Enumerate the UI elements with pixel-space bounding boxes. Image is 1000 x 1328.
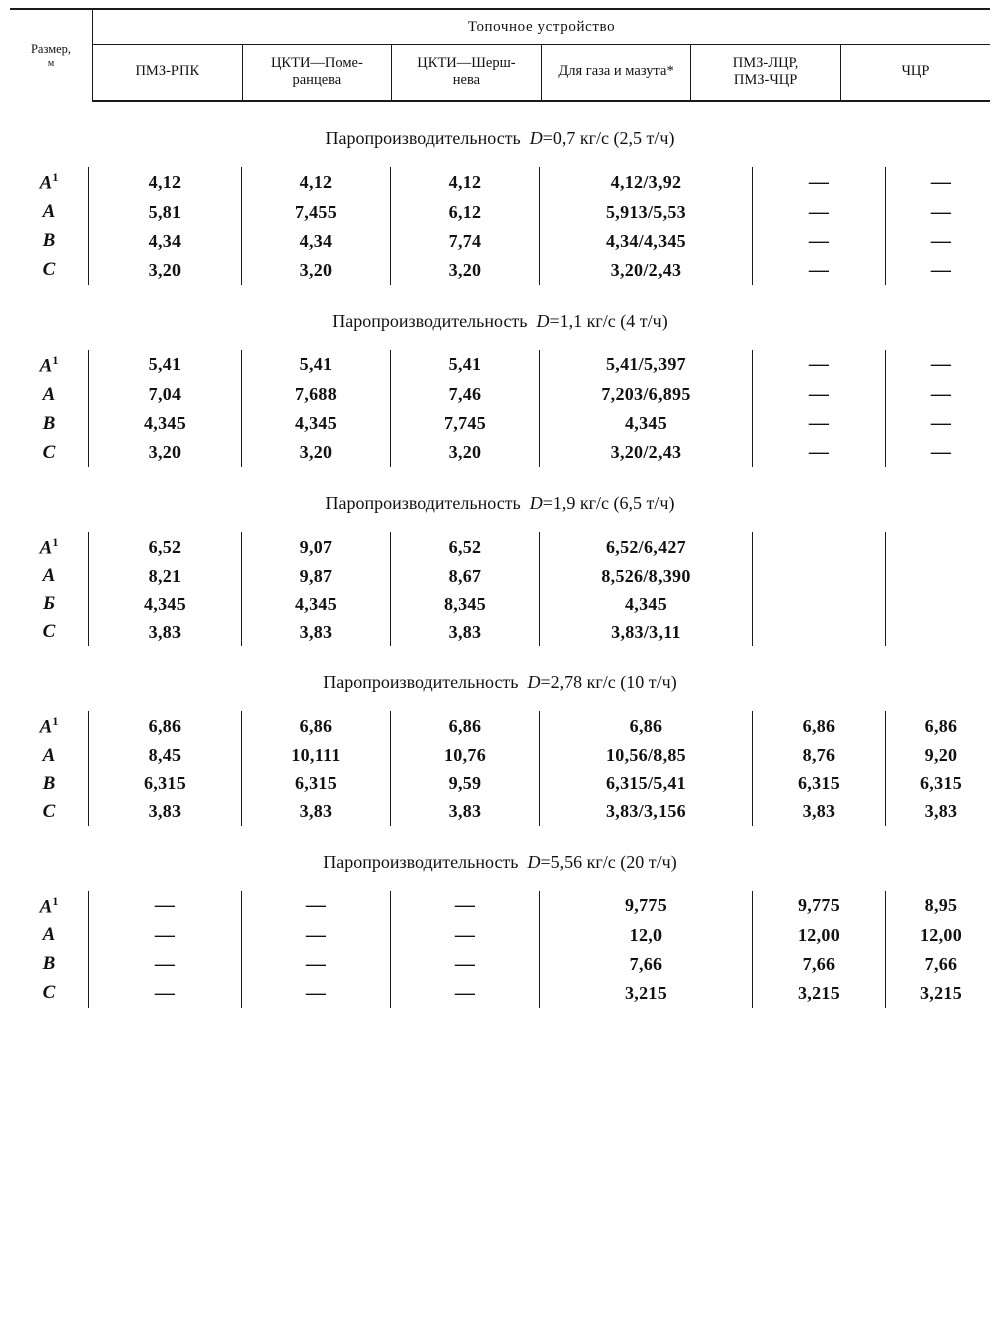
table-cell: 5,41 — [242, 350, 391, 380]
table-cell: 9,07 — [242, 532, 391, 562]
table-cell: 10,111 — [242, 742, 391, 770]
table-cell: — — [242, 979, 391, 1008]
section-title-value: =2,78 кг/с (10 т/ч) — [540, 672, 677, 693]
table-cell: — — [753, 167, 886, 197]
table-row — [10, 438, 996, 467]
table-cell: 6,86 — [391, 711, 540, 741]
header-col-ckti-pomerantseva: ЦКТИ—Поме- ранцева — [242, 45, 392, 102]
table-row — [10, 198, 996, 227]
table-cell: — — [753, 409, 886, 438]
section-table — [10, 350, 996, 467]
row-label: C — [42, 441, 56, 463]
table-cell: 3,83 — [886, 798, 997, 826]
table-cell: 4,345 — [89, 590, 242, 618]
table-cell: 3,83 — [242, 798, 391, 826]
section-block — [0, 646, 1000, 825]
table-cell — [753, 590, 886, 618]
table-cell: — — [89, 891, 242, 921]
table-cell: 3,215 — [886, 979, 997, 1008]
header-col-gas-mazut: Для газа и мазута* — [541, 45, 691, 102]
table-cell: — — [886, 350, 997, 380]
table-cell: 6,315 — [89, 770, 242, 798]
table-cell: 3,83 — [391, 798, 540, 826]
table-row — [10, 979, 996, 1008]
table-row — [10, 409, 996, 438]
table-cell: 3,83 — [89, 798, 242, 826]
table-cell: — — [89, 921, 242, 950]
table-cell: 8,67 — [391, 562, 540, 590]
row-label: A — [42, 565, 56, 587]
table-cell: 4,345 — [540, 409, 753, 438]
table-cell: — — [886, 256, 997, 285]
section-block — [0, 467, 1000, 646]
section-table — [10, 711, 996, 825]
header-row-group — [10, 9, 990, 45]
table-cell: 12,0 — [540, 921, 753, 950]
table-cell: 4,345 — [540, 590, 753, 618]
row-label: C — [42, 800, 56, 822]
row-label: $A^1$ — [39, 893, 59, 917]
section-title-symbol: D — [529, 128, 543, 149]
table-cell: 8,76 — [753, 742, 886, 770]
row-label: B — [42, 772, 56, 794]
section-title-symbol: D — [527, 672, 541, 693]
table-row — [10, 891, 996, 921]
table-cell: 6,52/6,427 — [540, 532, 753, 562]
table-cell: 6,12 — [391, 198, 540, 227]
table-cell: — — [753, 256, 886, 285]
table-cell: 6,52 — [89, 532, 242, 562]
table-cell: 7,66 — [753, 950, 886, 979]
row-label: A — [42, 744, 56, 766]
row-label: A — [42, 201, 56, 223]
header-col-pmz-lcr: ПМЗ-ЛЦР, ПМЗ-ЧЦР — [691, 45, 841, 102]
section-title — [0, 467, 1000, 532]
row-label: C — [42, 259, 56, 281]
table-cell: 5,81 — [89, 198, 242, 227]
table-cell — [886, 562, 997, 590]
section-table — [10, 532, 996, 646]
table-row — [10, 770, 996, 798]
table-cell: 3,20/2,43 — [540, 256, 753, 285]
table-cell: — — [753, 380, 886, 409]
table-row — [10, 950, 996, 979]
section-title — [0, 826, 1000, 891]
table-cell — [886, 618, 997, 646]
table-cell: 4,12 — [242, 167, 391, 197]
table-cell — [753, 618, 886, 646]
table-cell — [886, 590, 997, 618]
section-title-symbol: D — [529, 493, 543, 513]
section-title-value: =0,7 кг/с (2,5 т/ч) — [542, 128, 675, 149]
header-col-pmz-rpk: ПМЗ-РПК — [93, 45, 243, 102]
table-cell: 9,20 — [886, 742, 997, 770]
table-cell: 3,20 — [242, 438, 391, 467]
table-row — [10, 711, 996, 741]
section-title-prefix: Паропроизводительность — [332, 310, 528, 331]
section-title — [0, 102, 1000, 167]
table-cell: 6,52 — [391, 532, 540, 562]
table-cell — [753, 532, 886, 562]
table-cell: 3,83 — [89, 618, 242, 646]
table-cell: 8,45 — [89, 742, 242, 770]
section-block — [0, 826, 1000, 1008]
section-title-prefix: Паропроизводительность — [325, 493, 521, 513]
table-cell: 3,83/3,11 — [540, 618, 753, 646]
table-cell: 3,20/2,43 — [540, 438, 753, 467]
table-cell: 3,20 — [89, 438, 242, 467]
table-cell: 4,345 — [242, 409, 391, 438]
section-title-symbol: D — [527, 851, 541, 872]
table-cell: 6,315 — [242, 770, 391, 798]
table-cell: — — [89, 979, 242, 1008]
table-cell: 4,12 — [89, 167, 242, 197]
table-cell: — — [242, 950, 391, 979]
table-cell: 3,20 — [89, 256, 242, 285]
section-title — [0, 646, 1000, 711]
table-cell: 7,46 — [391, 380, 540, 409]
row-label: B — [42, 953, 56, 975]
section-title-value: =1,9 кг/с (6,5 т/ч) — [542, 493, 675, 513]
table-cell: 12,00 — [886, 921, 997, 950]
table-cell: 4,345 — [242, 590, 391, 618]
header-group-title: Топочное устройство — [93, 9, 991, 45]
table-cell: — — [242, 921, 391, 950]
table-cell: 9,59 — [391, 770, 540, 798]
row-label: A — [42, 383, 56, 405]
table-cell — [753, 562, 886, 590]
row-label: $A^1$ — [39, 170, 59, 194]
row-label: B — [42, 412, 56, 434]
header-row-columns — [10, 45, 990, 102]
table-cell: 5,913/5,53 — [540, 198, 753, 227]
row-label: Б — [42, 593, 56, 615]
table-cell: 7,66 — [886, 950, 997, 979]
table-cell: 7,745 — [391, 409, 540, 438]
section-title-prefix: Паропроизводительность — [325, 128, 521, 149]
row-label: C — [42, 982, 56, 1004]
table-cell: 6,86 — [753, 711, 886, 741]
section-title-prefix: Паропроизводительность — [323, 672, 519, 693]
section-title — [0, 285, 1000, 350]
table-cell: 7,66 — [540, 950, 753, 979]
section-block — [0, 285, 1000, 467]
table-cell: 8,21 — [89, 562, 242, 590]
table-cell: 8,345 — [391, 590, 540, 618]
table-row — [10, 742, 996, 770]
section-title-prefix: Паропроизводительность — [323, 851, 519, 872]
row-label: A — [42, 924, 56, 946]
table-cell: — — [886, 198, 997, 227]
table-cell: 7,74 — [391, 227, 540, 256]
header-size-line2: м — [47, 57, 55, 69]
table-cell: — — [886, 438, 997, 467]
table-cell: — — [886, 409, 997, 438]
table-cell: 3,83 — [753, 798, 886, 826]
table-row — [10, 380, 996, 409]
table-cell: — — [753, 438, 886, 467]
header-col-chcr: ЧЦР — [840, 45, 990, 102]
table-cell: 3,20 — [242, 256, 391, 285]
table-cell: 6,86 — [89, 711, 242, 741]
table-cell — [886, 532, 997, 562]
section-block — [0, 102, 1000, 284]
table-cell: — — [391, 891, 540, 921]
table-cell: 6,86 — [886, 711, 997, 741]
table-cell: 4,34 — [89, 227, 242, 256]
table-cell: 8,526/8,390 — [540, 562, 753, 590]
row-label: $A^1$ — [39, 714, 59, 738]
table-cell: 6,86 — [242, 711, 391, 741]
table-row — [10, 256, 996, 285]
table-row — [10, 590, 996, 618]
table-row — [10, 532, 996, 562]
header-size-line1: Размер, — [30, 41, 72, 56]
table-cell: 7,04 — [89, 380, 242, 409]
table-row — [10, 167, 996, 197]
section-table — [10, 891, 996, 1008]
table-cell: 4,12/3,92 — [540, 167, 753, 197]
section-title-symbol: D — [536, 310, 550, 331]
table-cell: 4,12 — [391, 167, 540, 197]
table-cell: — — [753, 198, 886, 227]
table-cell: 3,215 — [540, 979, 753, 1008]
table-cell: 6,315/5,41 — [540, 770, 753, 798]
table-cell: — — [753, 227, 886, 256]
table-cell: 5,41 — [89, 350, 242, 380]
table-cell: 3,83/3,156 — [540, 798, 753, 826]
table-cell: 4,34/4,345 — [540, 227, 753, 256]
table-cell: 9,87 — [242, 562, 391, 590]
table-cell: 3,83 — [391, 618, 540, 646]
table-row — [10, 562, 996, 590]
table-sections — [0, 102, 1000, 1008]
table-cell: 5,41 — [391, 350, 540, 380]
table-cell: 5,41/5,397 — [540, 350, 753, 380]
table-row — [10, 618, 996, 646]
table-cell: 10,76 — [391, 742, 540, 770]
table-cell: 9,775 — [753, 891, 886, 921]
row-label: B — [42, 230, 56, 252]
table-row — [10, 350, 996, 380]
header-size-cell — [10, 9, 93, 101]
table-cell: 9,775 — [540, 891, 753, 921]
table-cell: 3,20 — [391, 256, 540, 285]
table-row — [10, 227, 996, 256]
section-title-value: =5,56 кг/с (20 т/ч) — [540, 851, 677, 872]
table-cell: 7,455 — [242, 198, 391, 227]
document-page — [0, 8, 1000, 1328]
table-row — [10, 798, 996, 826]
table-cell: — — [242, 891, 391, 921]
table-cell: — — [391, 950, 540, 979]
table-cell: 6,315 — [753, 770, 886, 798]
table-cell: 10,56/8,85 — [540, 742, 753, 770]
table-cell: 8,95 — [886, 891, 997, 921]
table-cell: — — [886, 380, 997, 409]
section-table — [10, 167, 996, 284]
table-cell: — — [886, 167, 997, 197]
table-cell: 7,688 — [242, 380, 391, 409]
table-row — [10, 921, 996, 950]
row-label: $A^1$ — [39, 535, 59, 559]
table-header — [10, 8, 990, 102]
table-cell: 12,00 — [753, 921, 886, 950]
table-cell: 3,83 — [242, 618, 391, 646]
table-cell: 4,345 — [89, 409, 242, 438]
table-cell: 3,20 — [391, 438, 540, 467]
table-cell: 3,215 — [753, 979, 886, 1008]
header-col-ckti-shershneva: ЦКТИ—Шерш- нева — [392, 45, 542, 102]
table-cell: 6,86 — [540, 711, 753, 741]
table-cell: — — [753, 350, 886, 380]
table-cell: — — [89, 950, 242, 979]
table-cell: 4,34 — [242, 227, 391, 256]
table-cell: — — [886, 227, 997, 256]
table-cell: — — [391, 979, 540, 1008]
table-cell: 7,203/6,895 — [540, 380, 753, 409]
table-cell: — — [391, 921, 540, 950]
table-cell: 6,315 — [886, 770, 997, 798]
section-title-value: =1,1 кг/с (4 т/ч) — [549, 310, 668, 331]
row-label: $A^1$ — [39, 352, 59, 376]
row-label: C — [42, 621, 56, 643]
